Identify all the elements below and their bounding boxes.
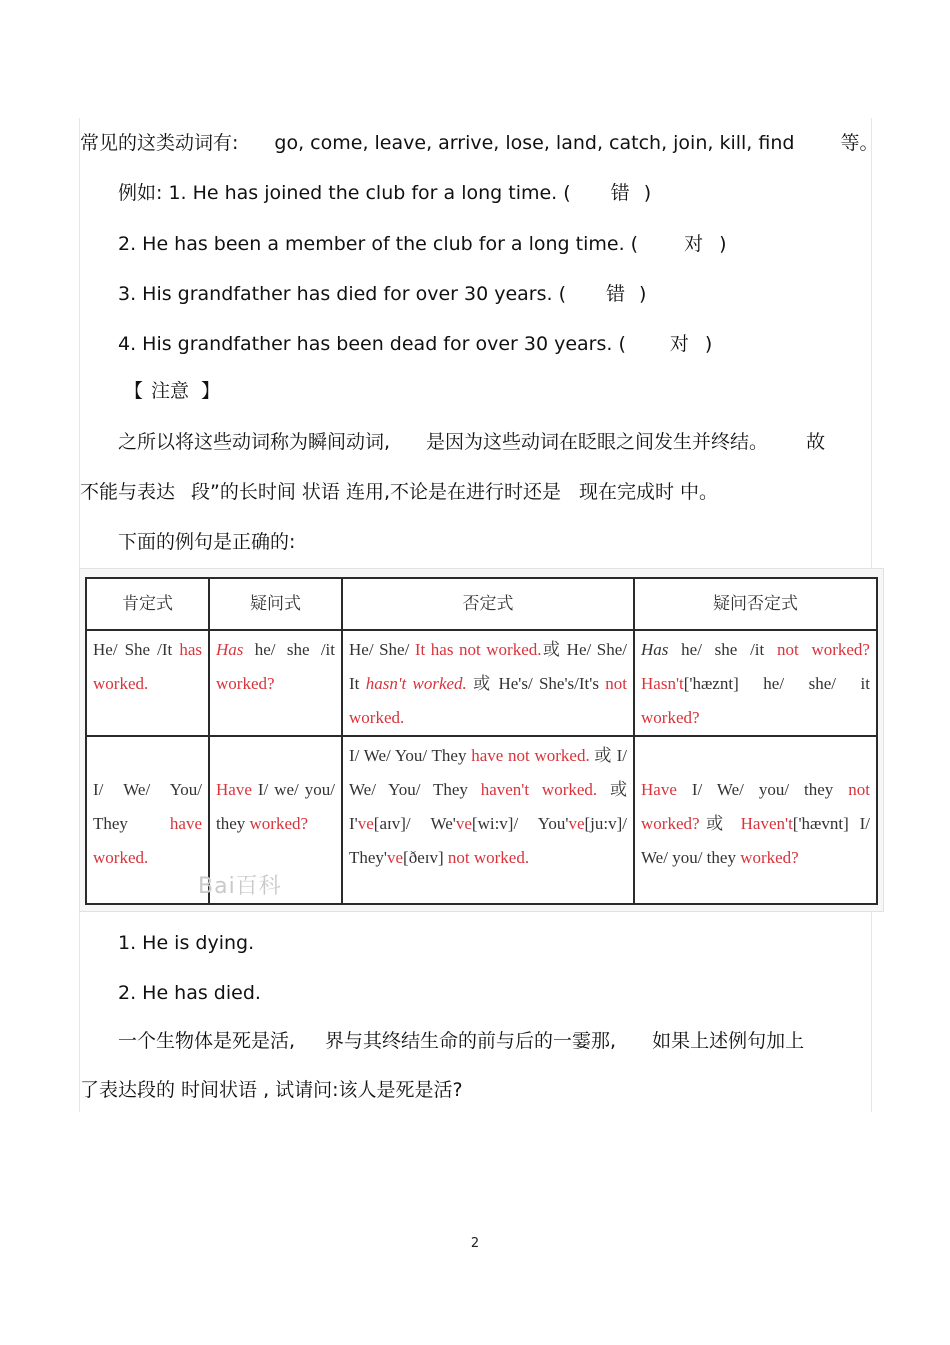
table-cell: Have I/ we/ you/ they worked? (209, 736, 342, 904)
verb-list-line (80, 131, 878, 155)
paragraph-5-text: 了表达段的 时间状语 , 试请问:该人是死是活? (80, 1079, 463, 1101)
table-cell: He/ She /It has worked. (86, 630, 209, 736)
paragraph-4-part-c: 如果上述例句加上 (652, 1030, 805, 1052)
right-border-line (871, 118, 872, 568)
paragraph-2-part-c: 现在完成时 中。 (578, 481, 719, 503)
note-open-bracket: 【 (124, 380, 144, 402)
note-close-bracket: 】 (201, 380, 221, 402)
paragraph-2-part-b: 段”的长时间 状语 连用,不论是在进行时还是 (191, 481, 561, 503)
page-number: 2 (470, 1236, 480, 1251)
table-cell: He/ She/ It has not worked.或 He/ She/ It hasn't worked. 或 He's/ She's/It's not worked. (342, 630, 634, 736)
example-3-mark: 错 (605, 283, 625, 305)
header-affirmative: 肯定式 (86, 578, 209, 630)
sentence-after-2 (118, 981, 261, 1005)
example-2-mark: 对 (684, 233, 704, 255)
note-heading (124, 379, 220, 403)
example-1-mark: 错 (610, 182, 630, 204)
example-1-close: ) (643, 182, 652, 204)
paragraph-3 (118, 530, 295, 554)
example-2 (118, 232, 727, 256)
baike-watermark: Bai百科 (198, 874, 282, 899)
sentence-after-1-text: 1. He is dying. (118, 932, 255, 954)
verb-list-prefix: 常见的这类动词有: (80, 132, 239, 154)
paragraph-2 (80, 480, 718, 504)
paragraph-3-text: 下面的例句是正确的: (118, 531, 296, 553)
example-3 (118, 282, 646, 306)
table-cell: Has he/ she /it not worked? Hasn't['hæznt] he/ she/ it worked? (634, 630, 877, 736)
example-3-close: ) (639, 283, 647, 305)
paragraph-4-part-a: 一个生物体是死是活, (118, 1030, 296, 1052)
header-negative: 否定式 (342, 578, 634, 630)
paragraph-1-part-a: 之所以将这些动词称为瞬间动词, (118, 431, 391, 453)
example-4-mark: 对 (669, 333, 689, 355)
example-2-close: ) (719, 233, 727, 255)
grammar-table (85, 577, 878, 905)
paragraph-4 (118, 1029, 804, 1053)
paragraph-1-part-b: 是因为这些动词在眨眼之间发生并终结。 (426, 431, 769, 453)
paragraph-4-part-b: 界与其终结生命的前与后的一霎那, (325, 1030, 617, 1052)
table-header-row (86, 578, 877, 630)
paragraph-1 (118, 430, 825, 454)
right-border-line-lower (871, 912, 872, 1112)
example-4-close: ) (704, 333, 713, 355)
header-interrogative: 疑问式 (209, 578, 342, 630)
example-2-text: 2. He has been a member of the club for a long time. ( (118, 233, 639, 255)
paragraph-2-part-a: 不能与表达 (80, 481, 176, 503)
example-4-text: 4. His grandfather has been dead for over 30 years. ( (118, 333, 626, 355)
table-cell: I/ We/ You/ They have worked. (86, 736, 209, 904)
table-cell: I/ We/ You/ They have not worked. 或 I/ We/ You/ They haven't worked. 或 I've[aɪv]/ We've[wi:v]/ You've[ju:v]/ They've[ðeɪv] not worked. (342, 736, 634, 904)
header-negative-interrogative: 疑问否定式 (634, 578, 877, 630)
example-1-text: 例如: 1. He has joined the club for a long time. ( (118, 182, 571, 204)
example-3-text: 3. His grandfather has died for over 30 years. ( (118, 283, 566, 305)
table-row (86, 630, 877, 736)
grammar-table-image (79, 568, 884, 912)
example-4 (118, 332, 712, 356)
verb-list-suffix: 等。 (840, 132, 879, 154)
table-cell: Have I/ We/ you/ they not worked?或 Haven't['hævnt] I/ We/ you/ they worked? (634, 736, 877, 904)
verb-list: go, come, leave, arrive, lose, land, catch, join, kill, find (274, 132, 795, 154)
paragraph-5 (80, 1078, 463, 1102)
note-label: 注意 (151, 380, 190, 402)
sentence-after-2-text: 2. He has died. (118, 982, 261, 1004)
paragraph-1-part-c: 故 (806, 431, 826, 453)
sentence-after-1 (118, 931, 254, 955)
example-1 (118, 181, 651, 205)
table-cell: Has he/ she /it worked? (209, 630, 342, 736)
